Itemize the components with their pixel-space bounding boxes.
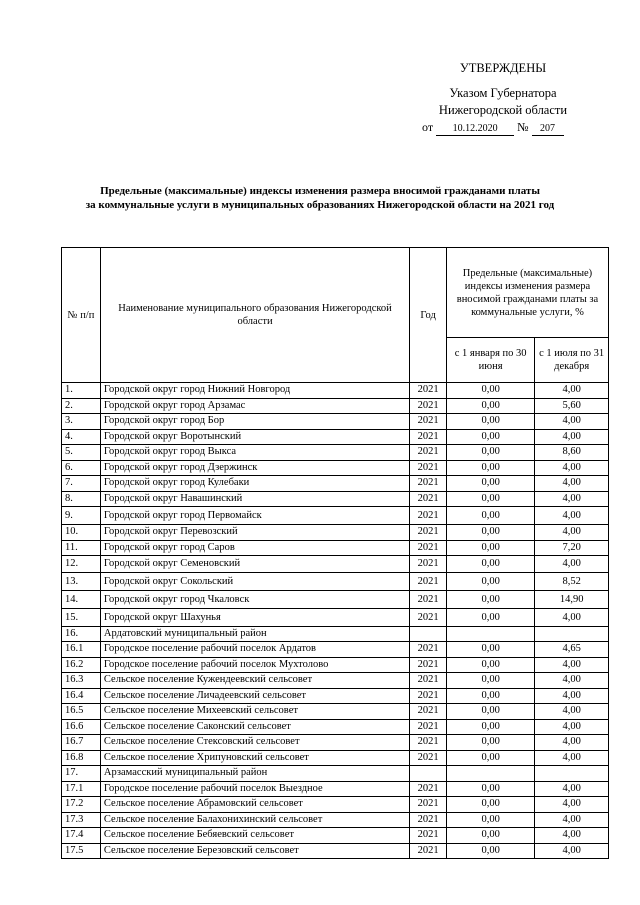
row-year: 2021 bbox=[410, 797, 447, 813]
row-year: 2021 bbox=[410, 491, 447, 507]
table-row bbox=[62, 556, 609, 573]
row-name: Ардатовский муниципальный район bbox=[100, 627, 409, 642]
table-row bbox=[62, 627, 609, 642]
approval-title: УТВЕРЖДЕНЫ bbox=[459, 61, 547, 75]
row-value-h2 bbox=[535, 766, 609, 782]
row-year: 2021 bbox=[410, 429, 447, 445]
row-value-h1: 0,00 bbox=[446, 719, 534, 735]
row-value-h2: 4,00 bbox=[535, 525, 609, 541]
table-row bbox=[62, 657, 609, 673]
row-value-h1: 0,00 bbox=[446, 657, 534, 673]
row-value-h2: 4,00 bbox=[535, 673, 609, 689]
row-value-h1: 0,00 bbox=[446, 525, 534, 541]
row-value-h2: 4,00 bbox=[535, 735, 609, 751]
row-value-h2: 7,20 bbox=[535, 540, 609, 556]
title-line-2: за коммунальные услуги в муниципальных образованиях Нижегородской области на 2021 год bbox=[85, 199, 555, 211]
row-number: 6. bbox=[62, 460, 101, 476]
approval-region-line: Нижегородской области bbox=[438, 103, 568, 117]
row-number: 16.6 bbox=[62, 719, 101, 735]
table-row bbox=[62, 688, 609, 704]
row-year: 2021 bbox=[410, 735, 447, 751]
row-value-h1: 0,00 bbox=[446, 573, 534, 591]
row-number: 16.8 bbox=[62, 750, 101, 766]
table-row bbox=[62, 429, 609, 445]
row-value-h1: 0,00 bbox=[446, 540, 534, 556]
row-number: 17.2 bbox=[62, 797, 101, 813]
row-value-h2: 4,00 bbox=[535, 781, 609, 797]
row-value-h1: 0,00 bbox=[446, 735, 534, 751]
row-number: 16.5 bbox=[62, 704, 101, 720]
header-num: № п/п bbox=[62, 248, 101, 383]
row-year: 2021 bbox=[410, 704, 447, 720]
row-name: Городской округ Шахунья bbox=[100, 609, 409, 627]
row-number: 12. bbox=[62, 556, 101, 573]
row-number: 4. bbox=[62, 429, 101, 445]
row-name: Городской округ город Выкса bbox=[100, 445, 409, 461]
row-number: 5. bbox=[62, 445, 101, 461]
table-row bbox=[62, 525, 609, 541]
row-name: Сельское поселение Березовский сельсовет bbox=[100, 843, 409, 859]
row-number: 17.5 bbox=[62, 843, 101, 859]
row-value-h2: 8,52 bbox=[535, 573, 609, 591]
row-name: Городской округ город Кулебаки bbox=[100, 476, 409, 492]
row-value-h1: 0,00 bbox=[446, 843, 534, 859]
row-value-h1: 0,00 bbox=[446, 688, 534, 704]
row-name: Городской округ Семеновский bbox=[100, 556, 409, 573]
row-number: 11. bbox=[62, 540, 101, 556]
row-name: Городской округ Перевозский bbox=[100, 525, 409, 541]
row-name: Городской округ город Чкаловск bbox=[100, 591, 409, 609]
table-row bbox=[62, 573, 609, 591]
row-year: 2021 bbox=[410, 688, 447, 704]
row-value-h2: 4,00 bbox=[535, 797, 609, 813]
approval-block bbox=[418, 60, 588, 136]
row-number: 9. bbox=[62, 507, 101, 525]
row-value-h1: 0,00 bbox=[446, 414, 534, 430]
row-name: Сельское поселение Михеевский сельсовет bbox=[100, 704, 409, 720]
row-value-h1: 0,00 bbox=[446, 797, 534, 813]
row-number: 15. bbox=[62, 609, 101, 627]
row-value-h2: 4,00 bbox=[535, 556, 609, 573]
row-value-h1 bbox=[446, 766, 534, 782]
row-value-h1: 0,00 bbox=[446, 704, 534, 720]
row-year: 2021 bbox=[410, 507, 447, 525]
row-number: 16.3 bbox=[62, 673, 101, 689]
row-value-h2: 4,65 bbox=[535, 642, 609, 658]
row-value-h1: 0,00 bbox=[446, 445, 534, 461]
row-year: 2021 bbox=[410, 843, 447, 859]
row-value-h2: 4,00 bbox=[535, 719, 609, 735]
row-year: 2021 bbox=[410, 719, 447, 735]
row-value-h1: 0,00 bbox=[446, 673, 534, 689]
row-value-h2: 5,60 bbox=[535, 398, 609, 414]
row-year bbox=[410, 766, 447, 782]
approval-decree-line: Указом Губернатора bbox=[449, 86, 557, 100]
row-name: Городской округ город Саров bbox=[100, 540, 409, 556]
header-period-1: с 1 января по 30 июня bbox=[446, 338, 534, 383]
row-year: 2021 bbox=[410, 812, 447, 828]
row-value-h2: 4,00 bbox=[535, 460, 609, 476]
row-year: 2021 bbox=[410, 609, 447, 627]
table-row bbox=[62, 766, 609, 782]
row-number: 17.1 bbox=[62, 781, 101, 797]
approval-date-line bbox=[418, 119, 588, 136]
row-number: 16.4 bbox=[62, 688, 101, 704]
table-row bbox=[62, 591, 609, 609]
row-value-h2: 4,00 bbox=[535, 414, 609, 430]
row-name: Сельское поселение Бебяевский сельсовет bbox=[100, 828, 409, 844]
row-value-h1: 0,00 bbox=[446, 383, 534, 399]
row-year: 2021 bbox=[410, 642, 447, 658]
row-year: 2021 bbox=[410, 525, 447, 541]
row-value-h2: 8,60 bbox=[535, 445, 609, 461]
row-value-h1: 0,00 bbox=[446, 507, 534, 525]
row-value-h2: 4,00 bbox=[535, 688, 609, 704]
table-row bbox=[62, 797, 609, 813]
row-year: 2021 bbox=[410, 781, 447, 797]
row-name: Городской округ Навашинский bbox=[100, 491, 409, 507]
row-number: 3. bbox=[62, 414, 101, 430]
table-row bbox=[62, 507, 609, 525]
row-year: 2021 bbox=[410, 828, 447, 844]
row-number: 16.7 bbox=[62, 735, 101, 751]
row-value-h2: 4,00 bbox=[535, 476, 609, 492]
row-value-h2: 4,00 bbox=[535, 609, 609, 627]
number-prefix: № bbox=[517, 120, 529, 134]
row-number: 7. bbox=[62, 476, 101, 492]
table-row bbox=[62, 398, 609, 414]
row-year: 2021 bbox=[410, 750, 447, 766]
row-value-h2: 14,90 bbox=[535, 591, 609, 609]
row-number: 16. bbox=[62, 627, 101, 642]
row-value-h2: 4,00 bbox=[535, 507, 609, 525]
row-year: 2021 bbox=[410, 383, 447, 399]
table-row bbox=[62, 673, 609, 689]
row-year: 2021 bbox=[410, 445, 447, 461]
row-year: 2021 bbox=[410, 398, 447, 414]
row-year: 2021 bbox=[410, 414, 447, 430]
header-year: Год bbox=[410, 248, 447, 383]
row-value-h1: 0,00 bbox=[446, 828, 534, 844]
table-row bbox=[62, 383, 609, 399]
row-value-h1: 0,00 bbox=[446, 398, 534, 414]
row-number: 16.2 bbox=[62, 657, 101, 673]
row-name: Арзамасский муниципальный район bbox=[100, 766, 409, 782]
row-value-h2: 4,00 bbox=[535, 812, 609, 828]
row-number: 1. bbox=[62, 383, 101, 399]
row-value-h1: 0,00 bbox=[446, 812, 534, 828]
row-name: Городское поселение рабочий поселок Выездное bbox=[100, 781, 409, 797]
row-value-h1: 0,00 bbox=[446, 476, 534, 492]
row-name: Городской округ Сокольский bbox=[100, 573, 409, 591]
row-value-h1: 0,00 bbox=[446, 642, 534, 658]
row-name: Сельское поселение Кужендеевский сельсовет bbox=[100, 673, 409, 689]
row-value-h2: 4,00 bbox=[535, 657, 609, 673]
table-row bbox=[62, 491, 609, 507]
row-number: 14. bbox=[62, 591, 101, 609]
table-row bbox=[62, 414, 609, 430]
row-value-h2: 4,00 bbox=[535, 491, 609, 507]
row-name: Сельское поселение Стексовский сельсовет bbox=[100, 735, 409, 751]
header-index: Предельные (максимальные) индексы изменения размера вносимой гражданами платы за коммунальные услуги, % bbox=[446, 248, 608, 338]
table-row bbox=[62, 540, 609, 556]
table-row bbox=[62, 750, 609, 766]
row-name: Городское поселение рабочий поселок Мухтолово bbox=[100, 657, 409, 673]
row-name: Сельское поселение Саконский сельсовет bbox=[100, 719, 409, 735]
row-year: 2021 bbox=[410, 573, 447, 591]
row-value-h2: 4,00 bbox=[535, 383, 609, 399]
table-row bbox=[62, 609, 609, 627]
row-number: 16.1 bbox=[62, 642, 101, 658]
row-name: Городской округ город Бор bbox=[100, 414, 409, 430]
row-value-h2: 4,00 bbox=[535, 429, 609, 445]
row-value-h1: 0,00 bbox=[446, 556, 534, 573]
table-row bbox=[62, 828, 609, 844]
table-row bbox=[62, 735, 609, 751]
table-row bbox=[62, 781, 609, 797]
row-name: Сельское поселение Личадеевский сельсовет bbox=[100, 688, 409, 704]
row-number: 17.3 bbox=[62, 812, 101, 828]
row-year: 2021 bbox=[410, 556, 447, 573]
row-value-h1: 0,00 bbox=[446, 460, 534, 476]
decree-number: 207 bbox=[532, 122, 564, 136]
row-value-h2: 4,00 bbox=[535, 750, 609, 766]
title-line-1: Предельные (максимальные) индексы изменения размера вносимой гражданами платы bbox=[100, 185, 540, 197]
header-name: Наименование муниципального образования Нижегородской области bbox=[100, 248, 409, 383]
row-value-h1 bbox=[446, 627, 534, 642]
table-row bbox=[62, 460, 609, 476]
row-number: 17. bbox=[62, 766, 101, 782]
row-value-h2: 4,00 bbox=[535, 828, 609, 844]
table-row bbox=[62, 812, 609, 828]
document-title bbox=[30, 184, 610, 212]
row-value-h1: 0,00 bbox=[446, 750, 534, 766]
indices-table bbox=[61, 247, 609, 859]
row-year: 2021 bbox=[410, 460, 447, 476]
row-name: Городской округ город Дзержинск bbox=[100, 460, 409, 476]
row-value-h1: 0,00 bbox=[446, 609, 534, 627]
row-number: 10. bbox=[62, 525, 101, 541]
header-period-2: с 1 июля по 31 декабря bbox=[535, 338, 609, 383]
date-prefix: от bbox=[422, 120, 434, 134]
row-value-h2: 4,00 bbox=[535, 843, 609, 859]
decree-date: 10.12.2020 bbox=[436, 122, 514, 136]
table-row bbox=[62, 843, 609, 859]
row-value-h2 bbox=[535, 627, 609, 642]
row-name: Сельское поселение Хрипуновский сельсовет bbox=[100, 750, 409, 766]
row-name: Городской округ город Арзамас bbox=[100, 398, 409, 414]
row-number: 13. bbox=[62, 573, 101, 591]
table-row bbox=[62, 704, 609, 720]
row-name: Городской округ город Нижний Новгород bbox=[100, 383, 409, 399]
table-row bbox=[62, 642, 609, 658]
row-number: 2. bbox=[62, 398, 101, 414]
table-row bbox=[62, 476, 609, 492]
row-value-h1: 0,00 bbox=[446, 781, 534, 797]
row-value-h1: 0,00 bbox=[446, 591, 534, 609]
row-year: 2021 bbox=[410, 540, 447, 556]
row-value-h2: 4,00 bbox=[535, 704, 609, 720]
table-row bbox=[62, 445, 609, 461]
row-value-h1: 0,00 bbox=[446, 429, 534, 445]
row-year: 2021 bbox=[410, 657, 447, 673]
row-number: 17.4 bbox=[62, 828, 101, 844]
row-year: 2021 bbox=[410, 673, 447, 689]
row-year: 2021 bbox=[410, 591, 447, 609]
row-name: Городской округ город Первомайск bbox=[100, 507, 409, 525]
row-name: Городской округ Воротынский bbox=[100, 429, 409, 445]
table-row bbox=[62, 719, 609, 735]
row-value-h1: 0,00 bbox=[446, 491, 534, 507]
row-year bbox=[410, 627, 447, 642]
row-name: Сельское поселение Балахонихинский сельсовет bbox=[100, 812, 409, 828]
row-name: Городское поселение рабочий поселок Ардатов bbox=[100, 642, 409, 658]
row-number: 8. bbox=[62, 491, 101, 507]
row-name: Сельское поселение Абрамовский сельсовет bbox=[100, 797, 409, 813]
row-year: 2021 bbox=[410, 476, 447, 492]
